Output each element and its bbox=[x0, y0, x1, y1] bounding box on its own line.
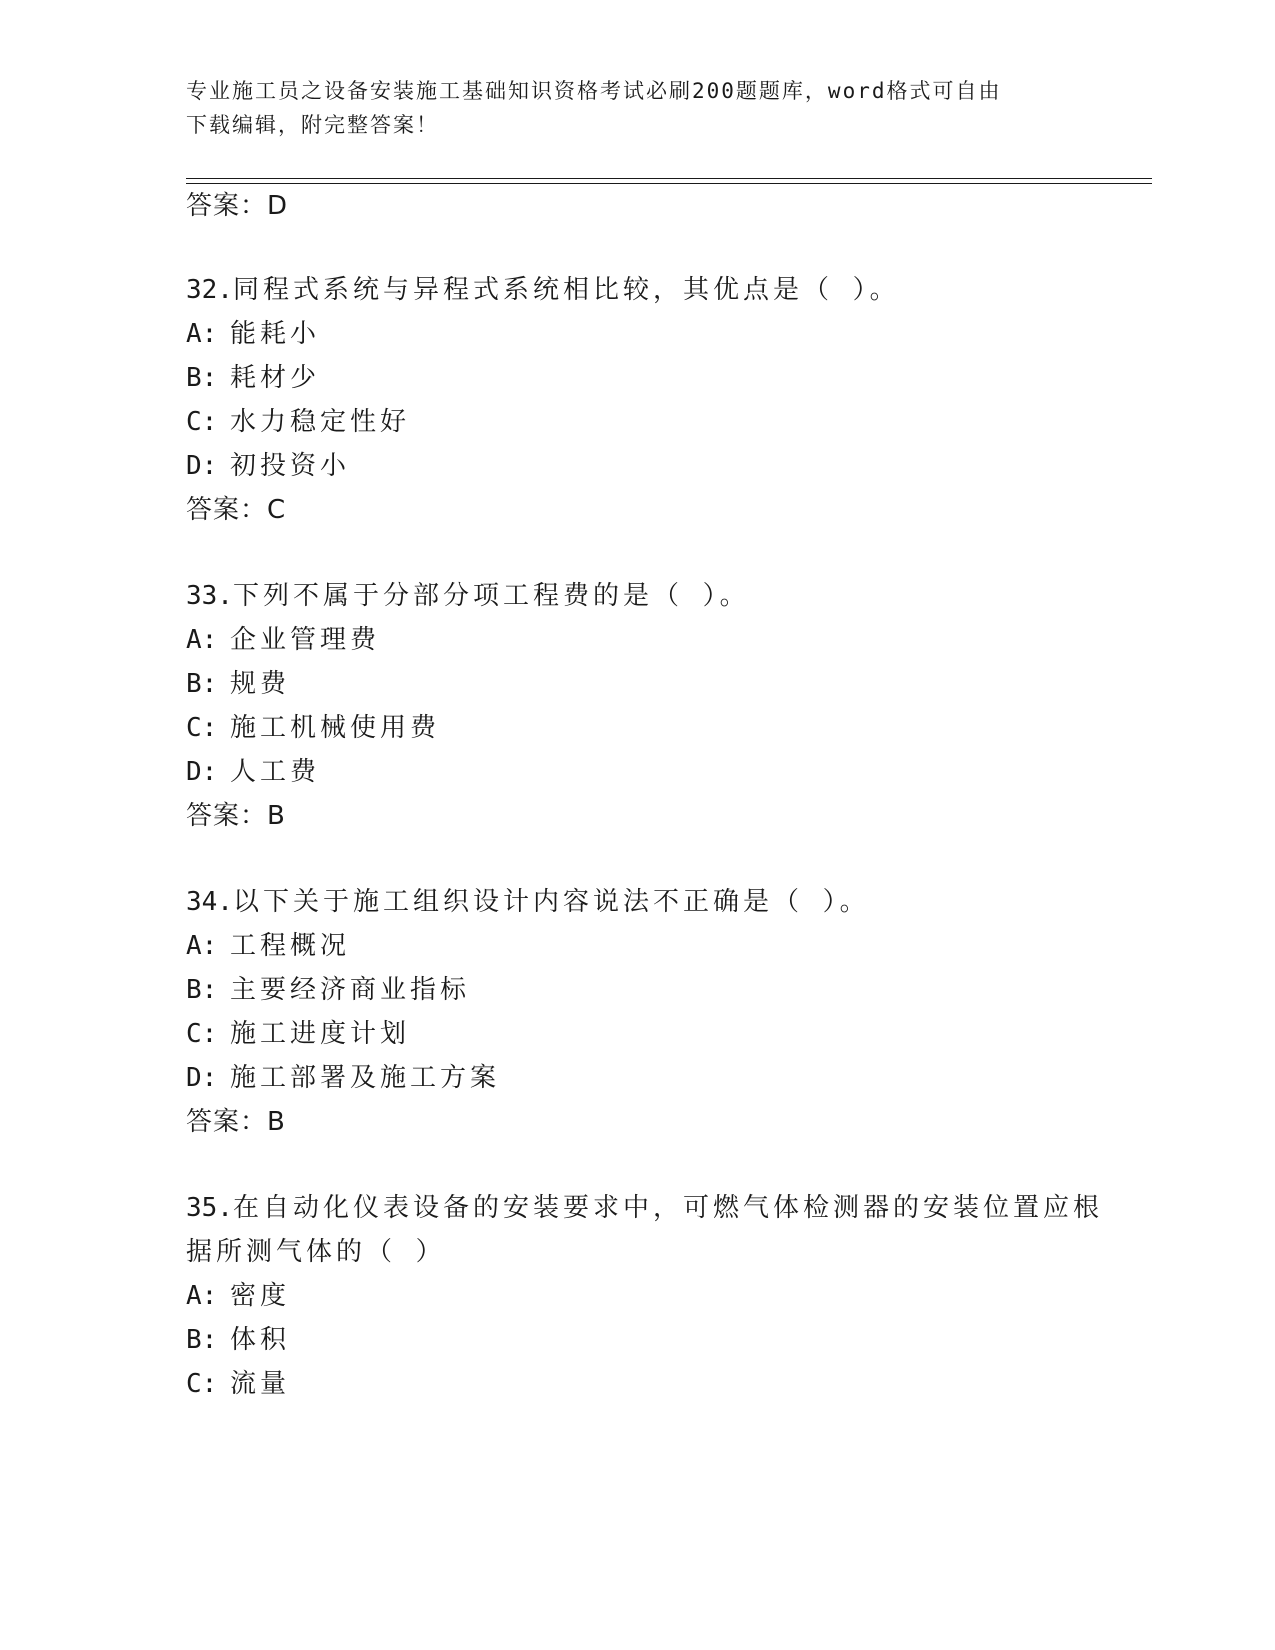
question-33-option-d bbox=[186, 754, 320, 790]
answer-34: 答案：B bbox=[186, 1107, 286, 1137]
option-letter: B: bbox=[186, 1325, 218, 1355]
option-letter: D: bbox=[186, 757, 218, 787]
question-number: 33. bbox=[186, 581, 233, 611]
option-text: 主要经济商业指标 bbox=[230, 975, 471, 1005]
option-letter: A: bbox=[186, 625, 218, 655]
header-divider-top bbox=[186, 178, 1152, 179]
question-33-text bbox=[186, 578, 750, 614]
question-35-option-c bbox=[186, 1366, 290, 1402]
option-text: 施工部署及施工方案 bbox=[230, 1063, 501, 1093]
question-number: 32. bbox=[186, 275, 233, 305]
answer-32: 答案：C bbox=[186, 495, 287, 525]
option-letter: D: bbox=[186, 451, 218, 481]
question-35-option-b bbox=[186, 1322, 290, 1358]
option-text: 耗材少 bbox=[230, 363, 321, 393]
option-letter: B: bbox=[186, 975, 218, 1005]
answer-33: 答案：B bbox=[186, 801, 286, 831]
question-35-text-continued: 据所测气体的（ ） bbox=[186, 1237, 446, 1267]
question-35-text bbox=[186, 1190, 1103, 1226]
question-32-option-d bbox=[186, 448, 350, 484]
option-text: 体积 bbox=[230, 1325, 291, 1355]
option-text: 能耗小 bbox=[230, 319, 321, 349]
option-text: 初投资小 bbox=[230, 451, 351, 481]
question-34-option-c bbox=[186, 1016, 410, 1052]
question-32-option-c bbox=[186, 404, 410, 440]
option-letter: C: bbox=[186, 407, 218, 437]
option-letter: C: bbox=[186, 1369, 218, 1399]
question-34-option-b bbox=[186, 972, 470, 1008]
option-text: 密度 bbox=[230, 1281, 291, 1311]
question-number: 34. bbox=[186, 887, 233, 917]
option-text: 工程概况 bbox=[230, 931, 351, 961]
question-34-option-a bbox=[186, 928, 350, 964]
question-34-option-d bbox=[186, 1060, 500, 1096]
question-33-option-c bbox=[186, 710, 440, 746]
option-letter: D: bbox=[186, 1063, 218, 1093]
question-33-option-b bbox=[186, 666, 290, 702]
header-line-2: 下载编辑，附完整答案！ bbox=[186, 113, 439, 137]
question-number: 35. bbox=[186, 1193, 233, 1223]
question-32-text bbox=[186, 272, 900, 308]
question-32-option-a bbox=[186, 316, 320, 352]
question-stem: 同程式系统与异程式系统相比较，其优点是（ ）。 bbox=[232, 275, 900, 305]
option-letter: C: bbox=[186, 1019, 218, 1049]
option-text: 人工费 bbox=[230, 757, 321, 787]
option-letter: B: bbox=[186, 363, 218, 393]
answer-31: 答案：D bbox=[186, 191, 289, 221]
option-letter: A: bbox=[186, 931, 218, 961]
question-stem: 以下关于施工组织设计内容说法不正确是（ ）。 bbox=[232, 887, 870, 917]
question-35-option-a bbox=[186, 1278, 290, 1314]
option-letter: C: bbox=[186, 713, 218, 743]
question-32-option-b bbox=[186, 360, 320, 396]
option-letter: B: bbox=[186, 669, 218, 699]
option-letter: A: bbox=[186, 1281, 218, 1311]
option-text: 规费 bbox=[230, 669, 291, 699]
document-header bbox=[186, 74, 1076, 142]
option-text: 施工进度计划 bbox=[230, 1019, 411, 1049]
question-33-option-a bbox=[186, 622, 380, 658]
option-text: 企业管理费 bbox=[230, 625, 381, 655]
question-stem: 下列不属于分部分项工程费的是（ ）。 bbox=[232, 581, 750, 611]
option-text: 流量 bbox=[230, 1369, 291, 1399]
header-divider-bottom bbox=[186, 183, 1152, 184]
header-line-1: 专业施工员之设备安装施工基础知识资格考试必刷200题题库，word格式可自由 bbox=[186, 79, 1002, 103]
option-text: 水力稳定性好 bbox=[230, 407, 411, 437]
question-stem: 在自动化仪表设备的安装要求中，可燃气体检测器的安装位置应根 bbox=[232, 1193, 1103, 1223]
question-34-text bbox=[186, 884, 870, 920]
option-text: 施工机械使用费 bbox=[230, 713, 441, 743]
option-letter: A: bbox=[186, 319, 218, 349]
